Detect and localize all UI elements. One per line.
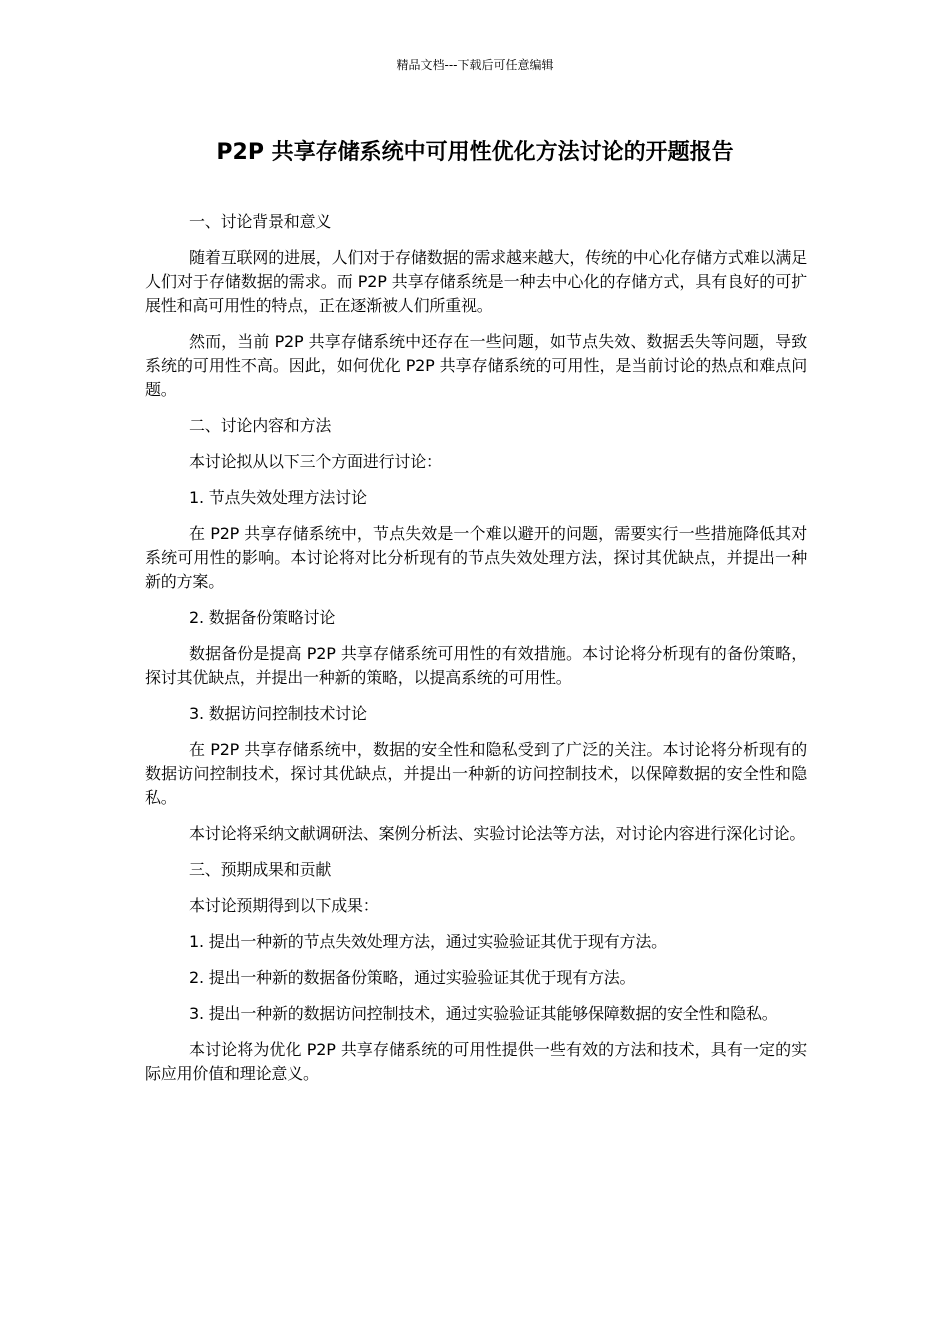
document-title: P2P 共享存储系统中可用性优化方法讨论的开题报告 — [216, 140, 734, 165]
subheading-data-backup: 2. 数据备份策略讨论 — [189, 608, 336, 627]
subheading-node-failure: 1. 节点失效处理方法讨论 — [189, 488, 367, 507]
paragraph-node-failure: 在 P2P 共享存储系统中，节点失效是一个难以避开的问题，需要实行一些措施降低其对系统可用性的影响。本讨论将对比分析现有的节点失效处理方法，探讨其优缺点，并提出一种新的方案。 — [145, 524, 807, 591]
section-heading-background: 一、讨论背景和意义 — [189, 212, 332, 231]
section-heading-expected-results: 三、预期成果和贡献 — [189, 860, 332, 879]
subheading-access-control: 3. 数据访问控制技术讨论 — [189, 704, 367, 723]
paragraph-results-intro: 本讨论预期得到以下成果： — [189, 896, 379, 915]
paragraph-data-backup: 数据备份是提高 P2P 共享存储系统可用性的有效措施。本讨论将分析现有的备份策略，探讨其优缺点，并提出一种新的策略，以提高系统的可用性。 — [145, 644, 807, 687]
section-heading-content-methods: 二、讨论内容和方法 — [189, 416, 332, 435]
list-item-result-3: 3. 提出一种新的数据访问控制技术，通过实验验证其能够保障数据的安全性和隐私。 — [189, 1004, 778, 1023]
paragraph-research-methods: 本讨论将采纳文献调研法、案例分析法、实验讨论法等方法，对讨论内容进行深化讨论。 — [189, 824, 806, 843]
paragraph-background-1: 随着互联网的进展，人们对于存储数据的需求越来越大，传统的中心化存储方式难以满足人们对于存储数据的需求。而 P2P 共享存储系统是一种去中心化的存储方式，具有良好的可扩展性和高可用性的特点，正在逐渐被人们所重视。 — [145, 248, 807, 315]
paragraph-methods-intro: 本讨论拟从以下三个方面进行讨论： — [189, 452, 442, 471]
list-item-result-2: 2. 提出一种新的数据备份策略，通过实验验证其优于现有方法。 — [189, 968, 636, 987]
paragraph-background-2: 然而，当前 P2P 共享存储系统中还存在一些问题，如节点失效、数据丢失等问题，导致系统的可用性不高。因此，如何优化 P2P 共享存储系统的可用性，是当前讨论的热点和难点问题。 — [145, 332, 807, 399]
page-header-note: 精品文档---下载后可任意编辑 — [396, 58, 554, 72]
paragraph-conclusion: 本讨论将为优化 P2P 共享存储系统的可用性提供一些有效的方法和技术，具有一定的实际应用价值和理论意义。 — [145, 1040, 807, 1083]
document-body — [145, 210, 807, 1098]
paragraph-access-control: 在 P2P 共享存储系统中，数据的安全性和隐私受到了广泛的关注。本讨论将分析现有的数据访问控制技术，探讨其优缺点，并提出一种新的访问控制技术，以保障数据的安全性和隐私。 — [145, 740, 807, 807]
list-item-result-1: 1. 提出一种新的节点失效处理方法，通过实验验证其优于现有方法。 — [189, 932, 667, 951]
